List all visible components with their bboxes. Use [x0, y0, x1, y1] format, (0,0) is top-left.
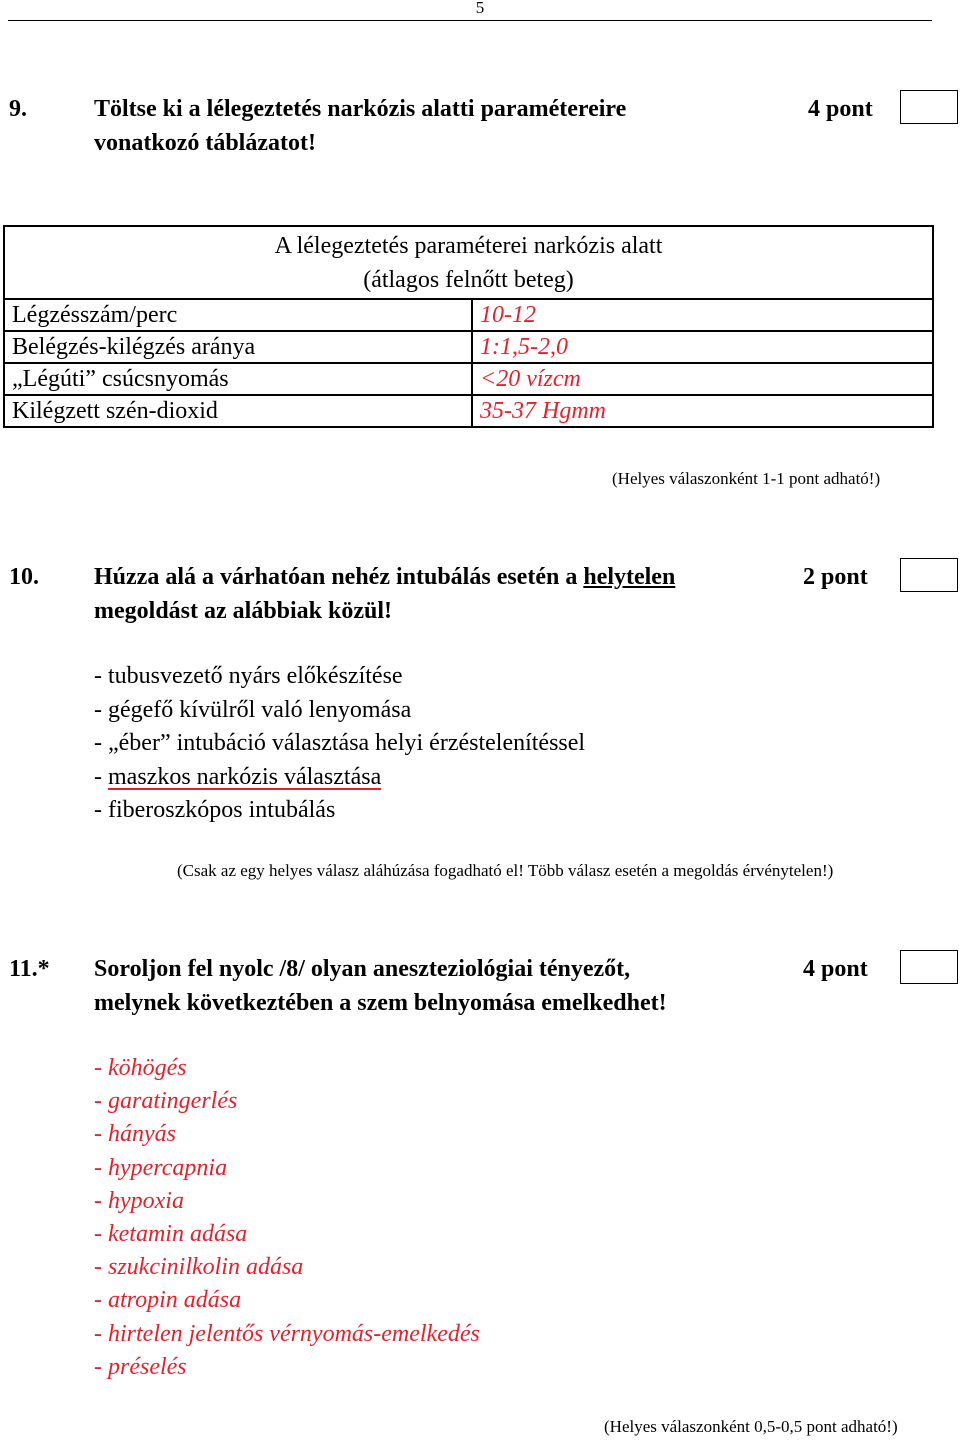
list-item: - hirtelen jelentős vérnyomás-emelkedés [94, 1320, 480, 1347]
q10-text-line2: megoldást az alábbiak közül! [94, 598, 393, 624]
q11-text-line2: melynek következtében a szem belnyomása emelkedhet! [94, 990, 667, 1016]
q9-question [94, 92, 626, 160]
row-value: <20 vízcm [472, 363, 933, 395]
q9-points: 4 pont [808, 96, 873, 122]
row-label: Kilégzett szén-dioxid [4, 395, 472, 427]
row-label: „Légúti” csúcsnyomás [4, 363, 472, 395]
list-item[interactable]: - tubusvezető nyárs előkészítése [94, 663, 403, 689]
list-item[interactable]: - „éber” intubáció választása helyi érzéstelenítéssel [94, 730, 586, 756]
table-title-line2: (átlagos felnőtt beteg) [363, 267, 574, 293]
list-item: - hypercapnia [94, 1154, 228, 1181]
q10-text-line1 [94, 560, 675, 594]
q9-scoring-note: (Helyes válaszonként 1-1 pont adható!) [612, 469, 881, 488]
q9-text-line2: vonatkozó táblázatot! [94, 130, 316, 156]
row-value: 10-12 [472, 299, 933, 331]
list-item: - garatingerlés [94, 1088, 238, 1115]
q10-scoring-note: (Csak az egy helyes válasz aláhúzása fogadható el! Több válasz esetén a megoldás érvénytelen!) [177, 861, 834, 880]
q11-number: 11.* [9, 956, 50, 982]
q10-number: 10. [9, 564, 39, 590]
q11-answers [94, 1052, 480, 1384]
row-label: Légzésszám/perc [4, 299, 472, 331]
list-item: - szukcinilkolin adása [94, 1254, 304, 1281]
table-row [4, 331, 933, 363]
q11-question [94, 952, 667, 1020]
q10-options [94, 660, 585, 828]
q11-points: 4 pont [803, 956, 868, 982]
table-row [4, 363, 933, 395]
table-row [4, 299, 933, 331]
row-value: 1:1,5-2,0 [472, 331, 933, 363]
list-item: - préselés [94, 1353, 187, 1380]
list-item[interactable] [94, 761, 585, 795]
list-item[interactable]: - fiberoszkópos intubálás [94, 797, 336, 823]
q9-number: 9. [9, 96, 27, 122]
q10-text-start: Húzza alá a várhatóan nehéz intubálás esetén a [94, 564, 584, 590]
q11-text-line1: Soroljon fel nyolc /8/ olyan aneszteziológiai tényezőt, [94, 956, 631, 982]
underlined-answer: maszkos narkózis választása [108, 763, 382, 790]
list-item: - atropin adása [94, 1287, 242, 1314]
q11-scoring-note: (Helyes válaszonként 0,5-0,5 pont adható!) [604, 1417, 898, 1436]
table-title-line1: A lélegeztetés paraméterei narkózis alatt [274, 233, 663, 259]
row-value: 35-37 Hgmm [472, 395, 933, 427]
list-item: - köhögés [94, 1055, 187, 1081]
q10-text-emphasis: helytelen [583, 564, 676, 590]
page-number: 5 [475, 0, 485, 17]
row-label: Belégzés-kilégzés aránya [4, 331, 472, 363]
list-item[interactable]: - gégefő kívülről való lenyomása [94, 696, 412, 723]
q10-question [94, 560, 675, 628]
option-dash: - [94, 763, 108, 790]
q9-text-line1: Töltse ki a lélegeztetés narkózis alatti paramétereire [94, 96, 627, 122]
table-header-row [4, 226, 933, 299]
header-rule [8, 20, 932, 21]
table-row [4, 395, 933, 427]
q11-score-box[interactable] [900, 950, 958, 984]
list-item: - hypoxia [94, 1187, 184, 1214]
list-item: - hányás [94, 1121, 176, 1148]
list-item: - ketamin adása [94, 1220, 248, 1247]
table-title [4, 226, 933, 299]
parameters-table [3, 225, 934, 428]
q9-score-box[interactable] [900, 90, 958, 124]
q10-points: 2 pont [803, 564, 868, 590]
q10-score-box[interactable] [900, 558, 958, 592]
